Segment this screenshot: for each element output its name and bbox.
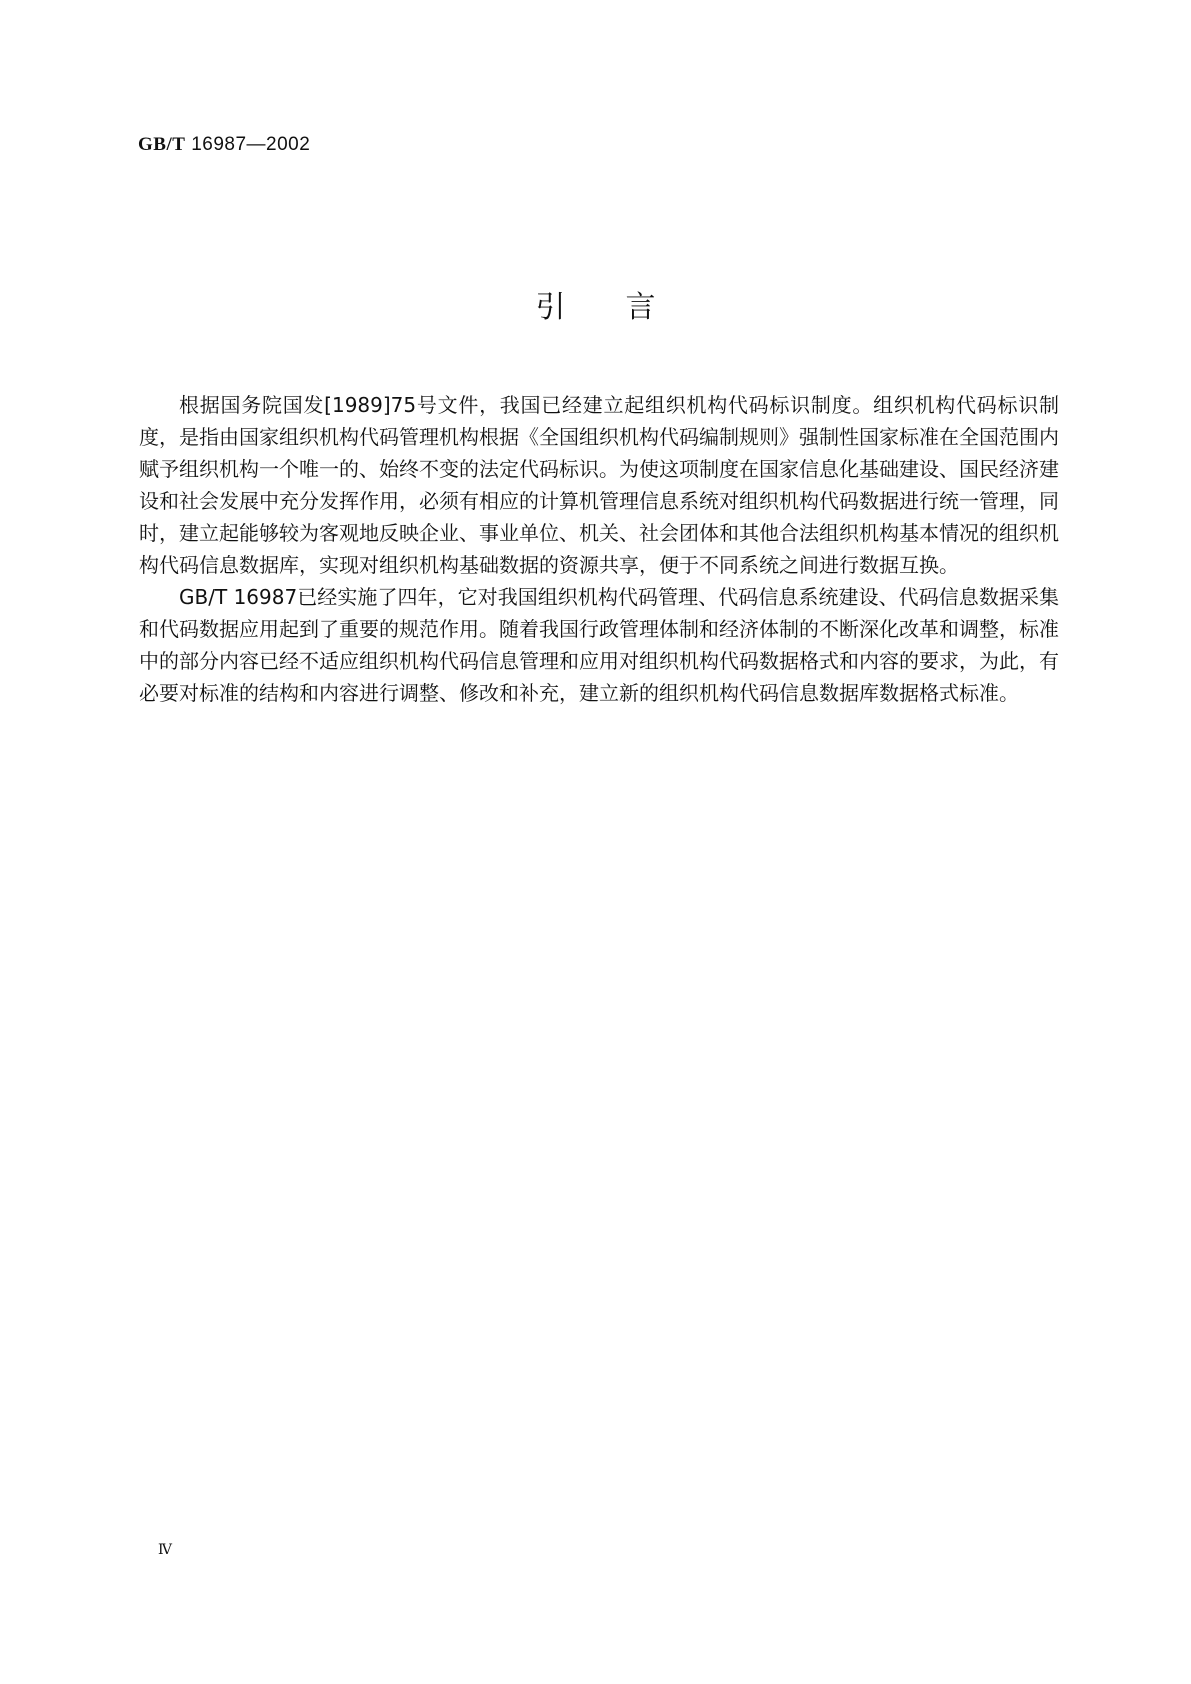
standard-code xyxy=(138,134,310,156)
introduction-body xyxy=(139,389,1059,709)
standard-code-number: 16987—2002 xyxy=(191,134,311,155)
paragraph-1: 根据国务院国发[1989]75号文件，我国已经建立起组织机构代码标识制度。组织机构代码标识制度，是指由国家组织机构代码管理机构根据《全国组织机构代码编制规则》强制性国家标准在全国范围内赋予组织机构一个唯一的、始终不变的法定代码标识。为使这项制度在国家信息化基础建设、国民经济建设和社会发展中充分发挥作用，必须有相应的计算机管理信息系统对组织机构代码数据进行统一管理，同时，建立起能够较为客观地反映企业、事业单位、机关、社会团体和其他合法组织机构基本情况的组织机构代码信息数据库，实现对组织机构基础数据的资源共享，便于不同系统之间进行数据互换。 xyxy=(139,393,1059,577)
paragraph-2: GB/T 16987已经实施了四年，它对我国组织机构代码管理、代码信息系统建设、代码信息数据采集和代码数据应用起到了重要的规范作用。随着我国行政管理体制和经济体制的不断深化改革和调整，标准中的部分内容已经不适应组织机构代码信息管理和应用对组织机构代码数据格式和内容的要求，为此，有必要对标准的结构和内容进行调整、修改和补充，建立新的组织机构代码信息数据库数据格式标准。 xyxy=(139,585,1059,705)
page-title: 引言 xyxy=(535,290,716,325)
standard-code-prefix: GB/T xyxy=(138,134,186,155)
page-number: Ⅳ xyxy=(158,1542,172,1558)
